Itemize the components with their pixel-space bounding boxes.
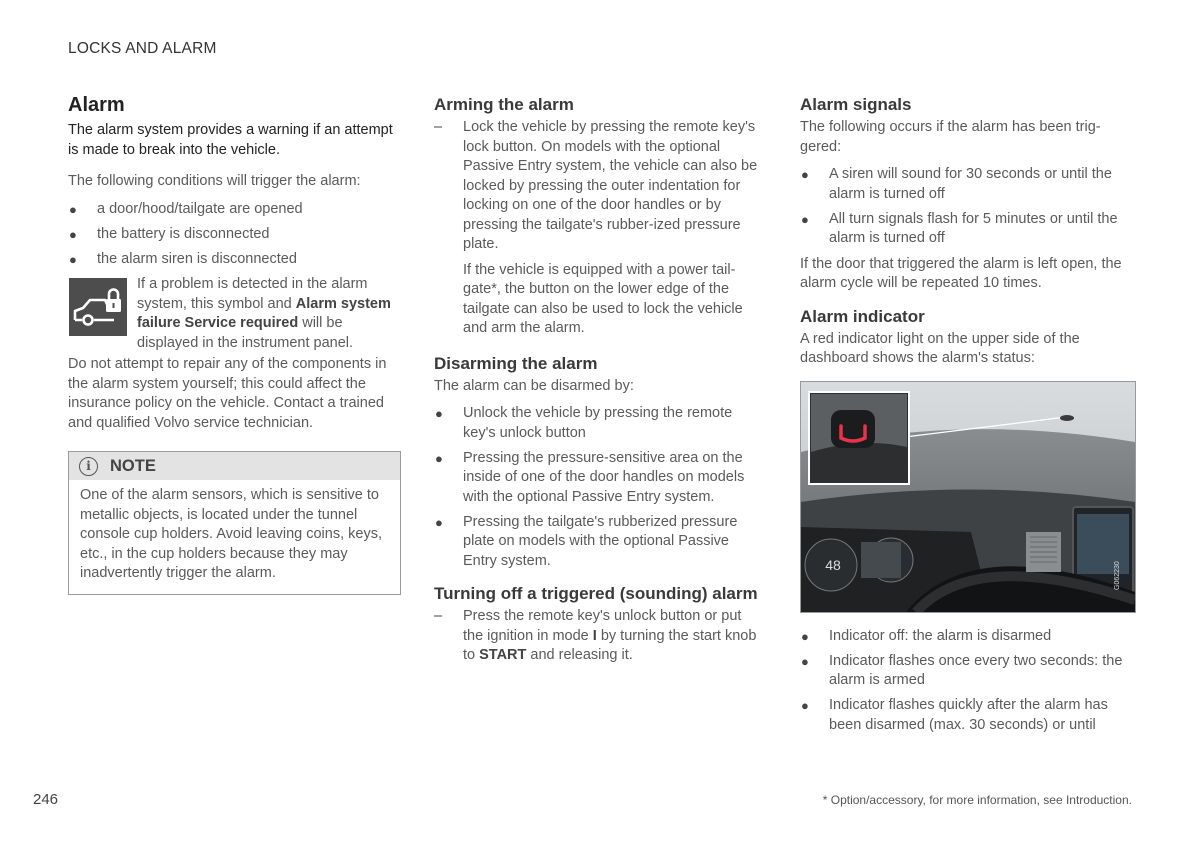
list-item: ● Pressing the pressure-sensitive area on the inside of one of the door handles on models with the optional Passive Entry system. <box>435 449 745 505</box>
signals-note: If the door that triggered the alarm is left open, the alarm cycle will be repeated 10 times. <box>800 255 1122 291</box>
section-title-alarm: Alarm <box>68 94 125 116</box>
column-right <box>800 94 1134 741</box>
disarming-intro: The alarm can be disarmed by: <box>434 377 634 394</box>
signals-intro: The following occurs if the alarm has been trig-gered: <box>800 119 1101 155</box>
repair-warning: Do not attempt to repair any of the components in the alarm system yourself; this could affect the insurance policy on the vehicle. Contact a trained and qualified Volvo service technician. <box>68 356 387 431</box>
list-item: – Lock the vehicle by pressing the remote key's lock button. On models with the optional Passive Entry system, the vehicle can also be locked by pressing the outer indentation for locking on one of the door handles or by pressing the tailgate's rubber-ized pressure plate. <box>434 119 758 252</box>
alarm-symbol-text: If a problem is detected in the alarm system, this symbol and Alarm system failure Service required will be displayed in the instrument panel. <box>137 276 391 351</box>
figure-code: G062230 <box>1114 560 1121 590</box>
speed-readout: 48 <box>825 556 841 573</box>
list-item: – Press the remote key's unlock button or put the ignition in mode I by turning the start knob to START and releasing it. <box>434 608 757 663</box>
disarming-list <box>434 404 764 571</box>
dashboard-figure <box>800 381 1136 613</box>
note-body: One of the alarm sensors, which is sensitive to metallic objects, is located under the tunnel console cup holders. Avoid leaving coins, keys, etc., in the cup holders because they may inadvertently trigger the alarm. <box>80 487 382 581</box>
list-item: ● Unlock the vehicle by pressing the remote key's unlock button <box>435 405 733 441</box>
indicator-list <box>800 627 1134 736</box>
list-item: ● Indicator off: the alarm is disarmed <box>801 627 1052 644</box>
note-title: NOTE <box>110 456 156 475</box>
info-icon: i <box>79 457 98 476</box>
section-title-arming: Arming the alarm <box>434 95 574 114</box>
list-item: ● A siren will sound for 30 seconds or until the alarm is turned off <box>801 166 1112 202</box>
column-left <box>68 94 401 595</box>
alarm-lead: The alarm system provides a warning if an attempt is made to break into the vehicle. <box>68 122 393 158</box>
turnoff-steps <box>434 607 764 666</box>
conditions-list <box>68 200 401 270</box>
signals-list <box>800 165 1134 249</box>
list-item: ● Pressing the tailgate's rubberized pressure plate on models with the optional Passive Entry system. <box>435 513 738 569</box>
car-lock-icon <box>69 278 127 336</box>
section-title-signals: Alarm signals <box>800 95 912 114</box>
note-box <box>68 451 401 595</box>
alarm-symbol-row <box>68 275 401 353</box>
page-number: 246 <box>33 791 59 808</box>
conditions-intro: The following conditions will trigger the alarm: <box>68 173 361 189</box>
section-title-turnoff: Turning off a triggered (sounding) alarm <box>434 584 758 603</box>
list-item: ● Indicator flashes quickly after the alarm has been disarmed (max. 30 seconds) or until <box>801 697 1108 733</box>
page-header: LOCKS AND ALARM <box>68 40 217 57</box>
note-header <box>69 452 400 480</box>
list-item: ● the alarm siren is disconnected <box>69 250 297 267</box>
arming-steps <box>434 118 764 255</box>
arming-extra: If the vehicle is equipped with a power tail-gate*, the button on the lower edge of the tailgate can also be used to lock the vehicle and arm the alarm. <box>463 261 743 336</box>
indicator-intro: A red indicator light on the upper side of the dashboard shows the alarm's status: <box>800 330 1080 366</box>
warning-message: Alarm system failure Service required <box>137 295 391 331</box>
footnote: * Option/accessory, for more information, see Introduction. <box>822 793 1132 807</box>
list-item: ● Indicator flashes once every two seconds: the alarm is armed <box>801 652 1123 688</box>
section-title-disarming: Disarming the alarm <box>434 353 598 373</box>
section-title-indicator: Alarm indicator <box>800 306 925 326</box>
list-item: ● the battery is disconnected <box>69 225 270 242</box>
list-item: ● a door/hood/tailgate are opened <box>69 200 303 217</box>
list-item: ● All turn signals flash for 5 minutes or until the alarm is turned off <box>801 210 1118 246</box>
column-middle <box>434 94 764 672</box>
